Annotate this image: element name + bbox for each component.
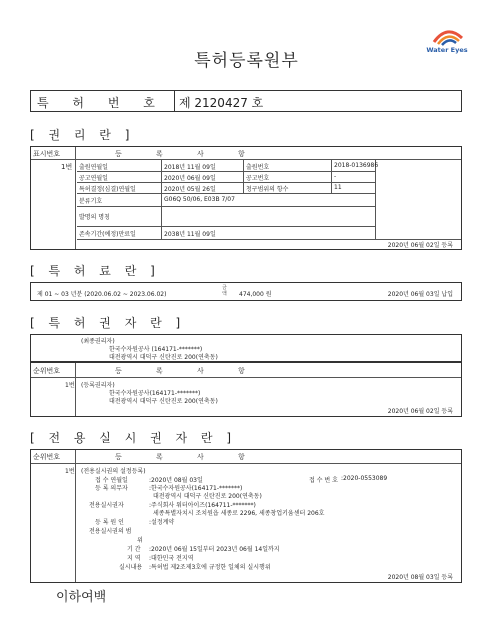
- scope-label: 전용실시권의 범: [89, 528, 132, 535]
- licensee-heading: [ 전 용 실 시 권 자 란 ]: [30, 431, 237, 445]
- reg-holder-name: 한국수자원공사(164171-*******): [109, 390, 201, 397]
- reg-holder-addr: 대전광역시 대덕구 신탄진로 200(연축동): [109, 398, 218, 405]
- licensee-row-index: 1번: [65, 468, 75, 475]
- invention-label: 발명의 명칭: [79, 214, 110, 221]
- fees-paid: 2020년 06월 03일 납입: [387, 291, 453, 298]
- fees-table: [30, 282, 462, 301]
- filing-date-label: 출원연월일: [79, 164, 108, 171]
- pub-no-value: -: [334, 173, 337, 180]
- holders-row-index: 1번: [65, 382, 75, 389]
- licensee-col-items: 등 록 사 항: [115, 453, 261, 461]
- content-label: 실시내용: [119, 564, 143, 571]
- final-holder-addr: 대전광역시 대덕구 신탄진로 200(연축동): [109, 354, 218, 361]
- fees-heading: [ 특 허 료 란 ]: [30, 264, 160, 278]
- rights-registered: 2020년 06월 02일 등록: [387, 242, 453, 249]
- period-label: 기 간: [127, 546, 141, 553]
- rights-col-items: 등 록 사 항: [115, 150, 261, 158]
- holders-heading: [ 특 허 권 자 란 ]: [30, 316, 186, 330]
- holders-final-box: [30, 334, 462, 362]
- class-value: G06Q 50/06, E03B 7/07: [164, 196, 235, 203]
- licensee-registered: 2020년 08월 03일 등록: [387, 574, 453, 581]
- rights-fields-grid: [77, 160, 461, 240]
- holders-col-items: 등 록 사 항: [115, 367, 261, 375]
- blank-below-note: 이하여백: [56, 590, 107, 605]
- holders-table: [30, 362, 462, 417]
- logo-wave-icon: [416, 24, 478, 48]
- patent-number-box: [30, 90, 462, 112]
- patent-number-label: 특 허 번 호: [37, 96, 165, 110]
- app-no-label: 출원번호: [246, 164, 270, 171]
- final-holder-label: (최종권리자): [81, 338, 115, 345]
- final-holder-name: 한국수자원공사 (164171-*******): [109, 346, 203, 353]
- scope-label-cont: 위: [137, 537, 143, 544]
- receipt-no-value: :2020-0553089: [341, 475, 388, 482]
- fees-amount-label: 금액: [222, 285, 227, 297]
- pub-no-label: 공고번호: [246, 175, 270, 182]
- logo-text: Water Eyes: [426, 46, 468, 54]
- decision-label: 특허결정(심결)연월일: [79, 186, 136, 193]
- page-title: 특허등록원부: [194, 51, 299, 71]
- rights-row-index: 1번: [61, 163, 73, 171]
- licensee-addr: 세종특별자치시 조치원읍 세종로 2296, 세종창업키움센터 206호: [153, 510, 325, 517]
- licensee-label: 전용실시권자: [89, 502, 124, 509]
- class-label: 분류기호: [79, 198, 103, 205]
- holders-registered: 2020년 06월 02일 등록: [387, 408, 453, 415]
- content-value: :특허법 제2조제3호에 규정한 일체의 실시행위: [149, 564, 271, 571]
- cause-value: :설정계약: [149, 519, 175, 526]
- period-value: :2020년 06월 15일부터 2023년 06월 14일까지: [149, 546, 280, 553]
- rights-col-index: 표시번호: [33, 150, 61, 158]
- licensee-name: :주식회사 워터아이즈(164711-*******): [149, 502, 256, 509]
- receipt-date-label: 접 수 연월일: [95, 477, 128, 484]
- region-label: 지 역: [127, 555, 141, 562]
- water-eyes-logo: [416, 24, 478, 60]
- fees-years: 제 01 ~ 03 년분 (2020.06.02 ~ 2023.06.02): [37, 291, 167, 298]
- obligor-addr: 대전광역시 대덕구 신탄진로 200(연축동): [153, 493, 262, 500]
- obligor-name: :한국수자원공사(164171-*******): [149, 485, 243, 492]
- reg-holder-label: (등록권리자): [81, 382, 115, 389]
- receipt-no-label: 접 수 번 호: [309, 477, 338, 484]
- cause-label: 등 록 원 인: [95, 519, 124, 526]
- app-no-value: 2018-0136986: [334, 162, 379, 169]
- rights-table: [30, 146, 462, 250]
- duration-label: 존속기간(예정)만료일: [79, 231, 136, 238]
- claims-label: 청구범위의 항수: [246, 186, 289, 193]
- license-setup-label: (전용실시권의 설정등록): [81, 468, 146, 475]
- obligor-label: 등 록 의무자: [95, 485, 128, 492]
- fees-amount: 474,000 원: [239, 291, 272, 298]
- rights-heading: [ 권 리 란 ]: [30, 128, 135, 142]
- claims-value: 11: [334, 184, 342, 191]
- licensee-table: [30, 449, 462, 583]
- duration-value: 2038년 11월 09일: [164, 231, 216, 238]
- licensee-col-index: 순위번호: [33, 453, 61, 461]
- receipt-date-value: :2020년 08월 03일: [149, 477, 203, 484]
- pub-date-label: 공고연월일: [79, 175, 108, 182]
- region-value: :대한민국 전지역: [149, 555, 194, 562]
- holders-col-index: 순위번호: [33, 367, 61, 375]
- filing-date-value: 2018년 11월 09일: [164, 164, 216, 171]
- patent-number-value: 제 2120427 호: [179, 96, 264, 110]
- decision-value: 2020년 05월 26일: [164, 186, 216, 193]
- pub-date-value: 2020년 06월 09일: [164, 175, 216, 182]
